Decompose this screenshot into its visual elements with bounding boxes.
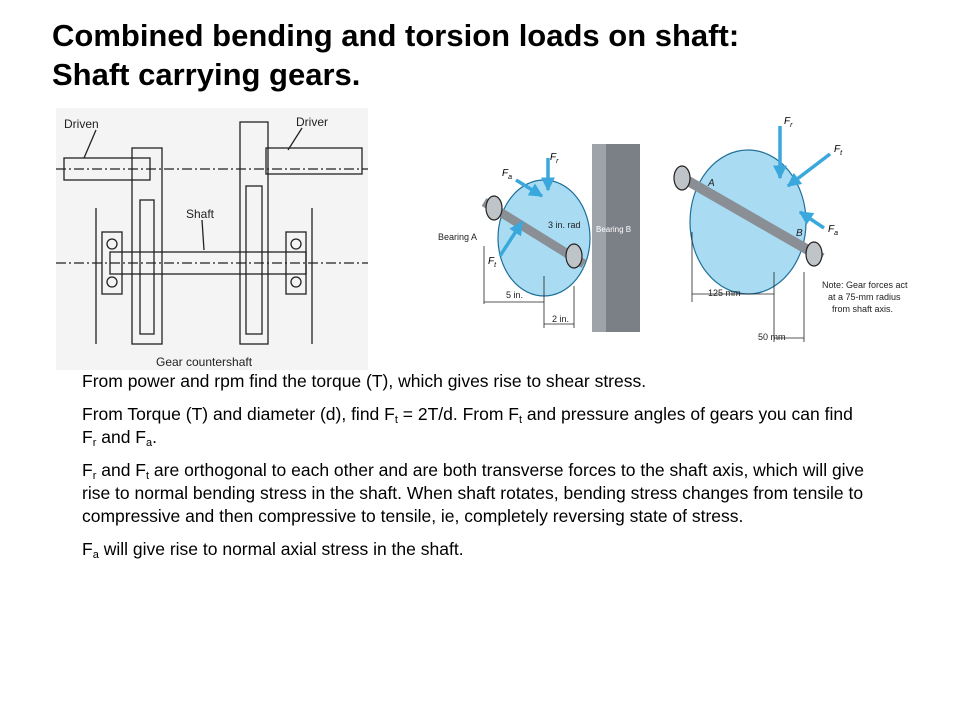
driven-label: Driven (64, 117, 99, 131)
svg-text:Ft: $F_t$ (488, 256, 497, 269)
svg-text:Fa: $F_a$ (502, 168, 513, 181)
gear-disk (690, 150, 806, 294)
countershaft-caption: Gear countershaft (156, 355, 253, 369)
svg-text:Ft: $F_t$ (834, 144, 843, 157)
shaft-label: Shaft (186, 207, 215, 221)
note-line-1: Note: Gear forces act (822, 280, 908, 290)
title-line-2: Shaft carrying gears. (52, 57, 361, 92)
gear-inch-drawing (424, 136, 640, 336)
slide-title (52, 16, 932, 94)
gear-mm-drawing (652, 112, 936, 348)
force-ft-arrow (788, 154, 830, 186)
svg-text:Fr: $F_r$ (784, 116, 793, 129)
dim-2in: 2 in. (552, 314, 570, 324)
dim-125mm: 125 mm (708, 288, 741, 298)
paragraph-forces: From Torque (T) and diameter (d), find $F_t = 2T/d$. From $F_t$ and pressure angles of gears you can find $F_r$ and $F_a$. (82, 404, 853, 449)
gear-countershaft-figure (56, 108, 368, 370)
paragraph-axial: $F_a$ will give rise to normal axial stress in the shaft. (82, 539, 464, 561)
note-line-3: from shaft axis. (832, 304, 894, 314)
point-b-label: B (796, 228, 803, 239)
paragraph-bending: $F_r$ and $F_t$ are orthogonal to each other and are both transverse forces to the shaft axis, which will give rise to normal bending stress in the shaft. When shaft rotates, bending stress changes from tensile to compressive and then compressive to tensile, ie, completely reversing state of stress. (82, 460, 865, 526)
slide-body (82, 370, 872, 571)
countershaft-drawing (56, 108, 368, 370)
radius-label: 3 in. rad (548, 220, 581, 230)
note-line-2: at a 75-mm radius (828, 292, 901, 302)
driver-label: Driver (296, 115, 328, 129)
bearing-b-label: Bearing B (596, 225, 632, 234)
bearing-a-label: Bearing A (438, 232, 478, 242)
title-line-1: Combined bending and torsion loads on shaft: (52, 18, 740, 53)
point-a-label: A (708, 178, 715, 189)
paragraph-torque: From power and rpm find the torque (T), which gives rise to shear stress. (82, 371, 647, 391)
svg-text:Fa: $F_a$ (828, 224, 839, 237)
dim-5in: 5 in. (506, 290, 524, 300)
gear-mm-figure (652, 112, 936, 348)
svg-text:Fr: $F_r$ (550, 152, 559, 165)
dim-50mm: 50 mm (758, 332, 786, 342)
gear-inch-figure (424, 136, 640, 336)
